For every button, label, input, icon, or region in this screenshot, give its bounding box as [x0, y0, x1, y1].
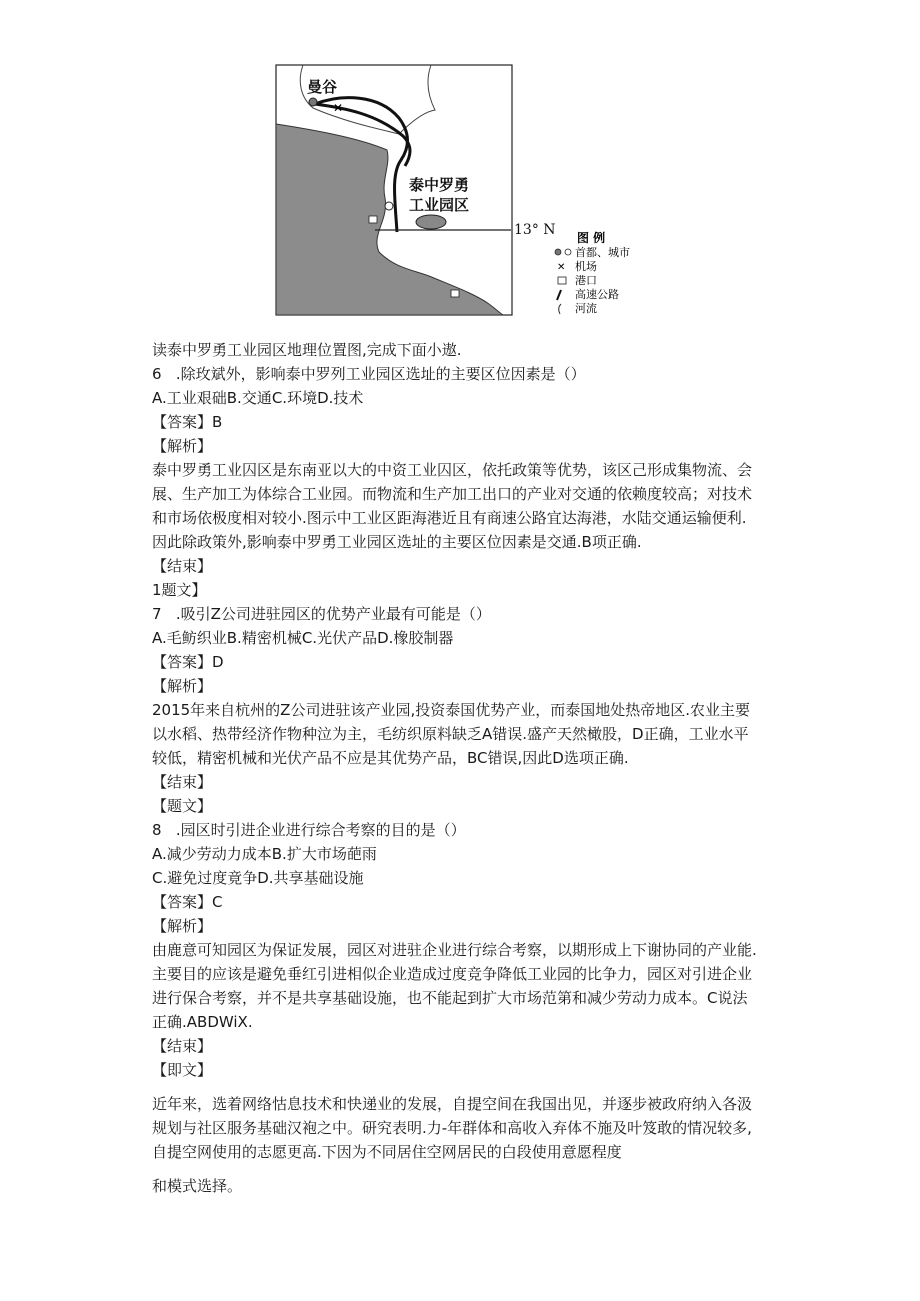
- title-marker-7: 1题文】: [152, 581, 207, 599]
- end-marker-7: 【结束】: [152, 773, 213, 791]
- legend-town-icon: [565, 249, 571, 255]
- analysis-7-line-1: 2015年来自杭州的Z公司进驻该产业园,投资泰国优势产业，而泰国地处热帝地区.农业主要: [152, 701, 750, 719]
- intro-line: 读泰中罗勇工业园区地理位置图,完成下面小遨.: [152, 341, 462, 359]
- city-marker: [309, 98, 317, 106]
- legend-item-port: 港口: [575, 274, 597, 287]
- answer-8: 【答案】C: [152, 893, 223, 911]
- analysis-8-line-2: 主要目的应该是避免垂红引进相似企业造成过度竞争降低工业园的比争力，园区对引进企业: [152, 965, 753, 983]
- passage-line-3: 自提空网使用的志愿更高.下因为不同居住空网居民的白段使用意愿程度: [152, 1143, 622, 1161]
- question-6: 6 .除玫斌外，影响泰中罗列工业园区选址的主要区位因素是（）: [152, 365, 586, 383]
- end-marker-8: 【结束】: [152, 1037, 213, 1055]
- airport-symbol: ✕: [333, 101, 344, 115]
- analysis-6-line-1: 泰中罗勇工业囚区是东南亚以大的中资工业囚区，依托政策等优势，该区己形成集物流、会: [152, 461, 753, 479]
- park-marker: [416, 215, 446, 229]
- legend-item-airport: 机场: [575, 260, 597, 273]
- question-6-options: A.工业艰础B.交通C.环境D.技术: [152, 389, 364, 407]
- legend-city-icon: [555, 249, 561, 255]
- document-body: [152, 338, 792, 1198]
- question-7: 7 .吸引Z公司进驻园区的优势产业最有可能是（）: [152, 605, 491, 623]
- legend-highway-icon: [557, 290, 561, 300]
- passage-line-2: 规划与社区服务基础汉袍之中。研究表明.力-年群体和高收入弃体不施及叶笈敢的情况较多,: [152, 1119, 752, 1137]
- question-7-options: A.毛鲂织业B.精密机械C.光伏产品D.橡胶制器: [152, 629, 454, 647]
- analysis-heading-8: 【解析】: [152, 917, 213, 935]
- analysis-8-line-1: 由鹿意可知园区为保证发展，园区对进驻企业进行综合考察，以期形成上下谢协同的产业能.: [152, 941, 757, 959]
- passage-line-4: 和模式选择。: [152, 1177, 243, 1195]
- question-8: 8 .园区时引进企业进行综合考察的目的是（）: [152, 821, 466, 839]
- legend-river-icon: [559, 304, 561, 314]
- town-marker: [385, 202, 393, 210]
- title-marker-8: 【题文】: [152, 797, 213, 815]
- end-marker-6: 【结束】: [152, 557, 213, 575]
- legend-item-river: 河流: [575, 302, 597, 315]
- question-8-options-1: A.减少劳动力成本B.扩大市场葩雨: [152, 845, 377, 863]
- analysis-6-line-3: 和市场依极度相对较小.图示中工业区距海港近且有商速公路宜达海港，水陆交通运输便利.: [152, 509, 747, 527]
- legend-title: 图 例: [577, 231, 606, 245]
- analysis-heading-6: 【解析】: [152, 437, 213, 455]
- park-label-1: 泰中罗勇: [409, 176, 470, 194]
- legend-port-icon: [558, 277, 566, 284]
- park-label-2: 工业园区: [409, 196, 470, 214]
- port-marker: [369, 216, 377, 223]
- legend-item-highway: 高速公路: [575, 288, 619, 301]
- answer-6: 【答案】B: [152, 413, 223, 431]
- analysis-8-line-3: 进行保合考察，并不是共享基础设施，也不能起到扩大市场范第和减少劳动力成本。C说法: [152, 989, 748, 1007]
- analysis-7-line-2: 以水稻、热带经济作物种泣为主，毛纺织原料缺乏A错误.盛产天然橄股，D正确，工业水平: [152, 725, 749, 743]
- analysis-6-line-4: 因此除政策外,影响泰中罗勇工业园区选址的主要区位因素是交通.B项正确.: [152, 533, 642, 551]
- title-marker-9: 【即文】: [152, 1061, 213, 1079]
- analysis-7-line-3: 较低，精密机械和光伏产品不应是其优势产品，BC错误,因此D选项正确.: [152, 749, 629, 767]
- legend-item-city: 首都、城市: [575, 246, 630, 259]
- port-marker-2: [451, 290, 459, 297]
- question-8-options-2: C.避免过度竟争D.共享基础设施: [152, 869, 364, 887]
- latitude-label: 13° N: [514, 222, 556, 238]
- analysis-heading-7: 【解析】: [152, 677, 213, 695]
- analysis-6-line-2: 展、生产加工为体综合工业园。而物流和生产加工出口的产业对交通的依赖度较高；对技术: [152, 485, 753, 503]
- city-label: 曼谷: [307, 78, 338, 96]
- location-map: [275, 64, 640, 316]
- passage-line-1: 近年来，选着网络怙息技术和快递业的发展，自提空间在我国出见，并逐步被政府纳入各汲: [152, 1095, 753, 1113]
- analysis-8-line-4: 正确.ABDWiX.: [152, 1013, 253, 1031]
- legend-airport-icon: ✕: [557, 262, 566, 273]
- answer-7: 【答案】D: [152, 653, 224, 671]
